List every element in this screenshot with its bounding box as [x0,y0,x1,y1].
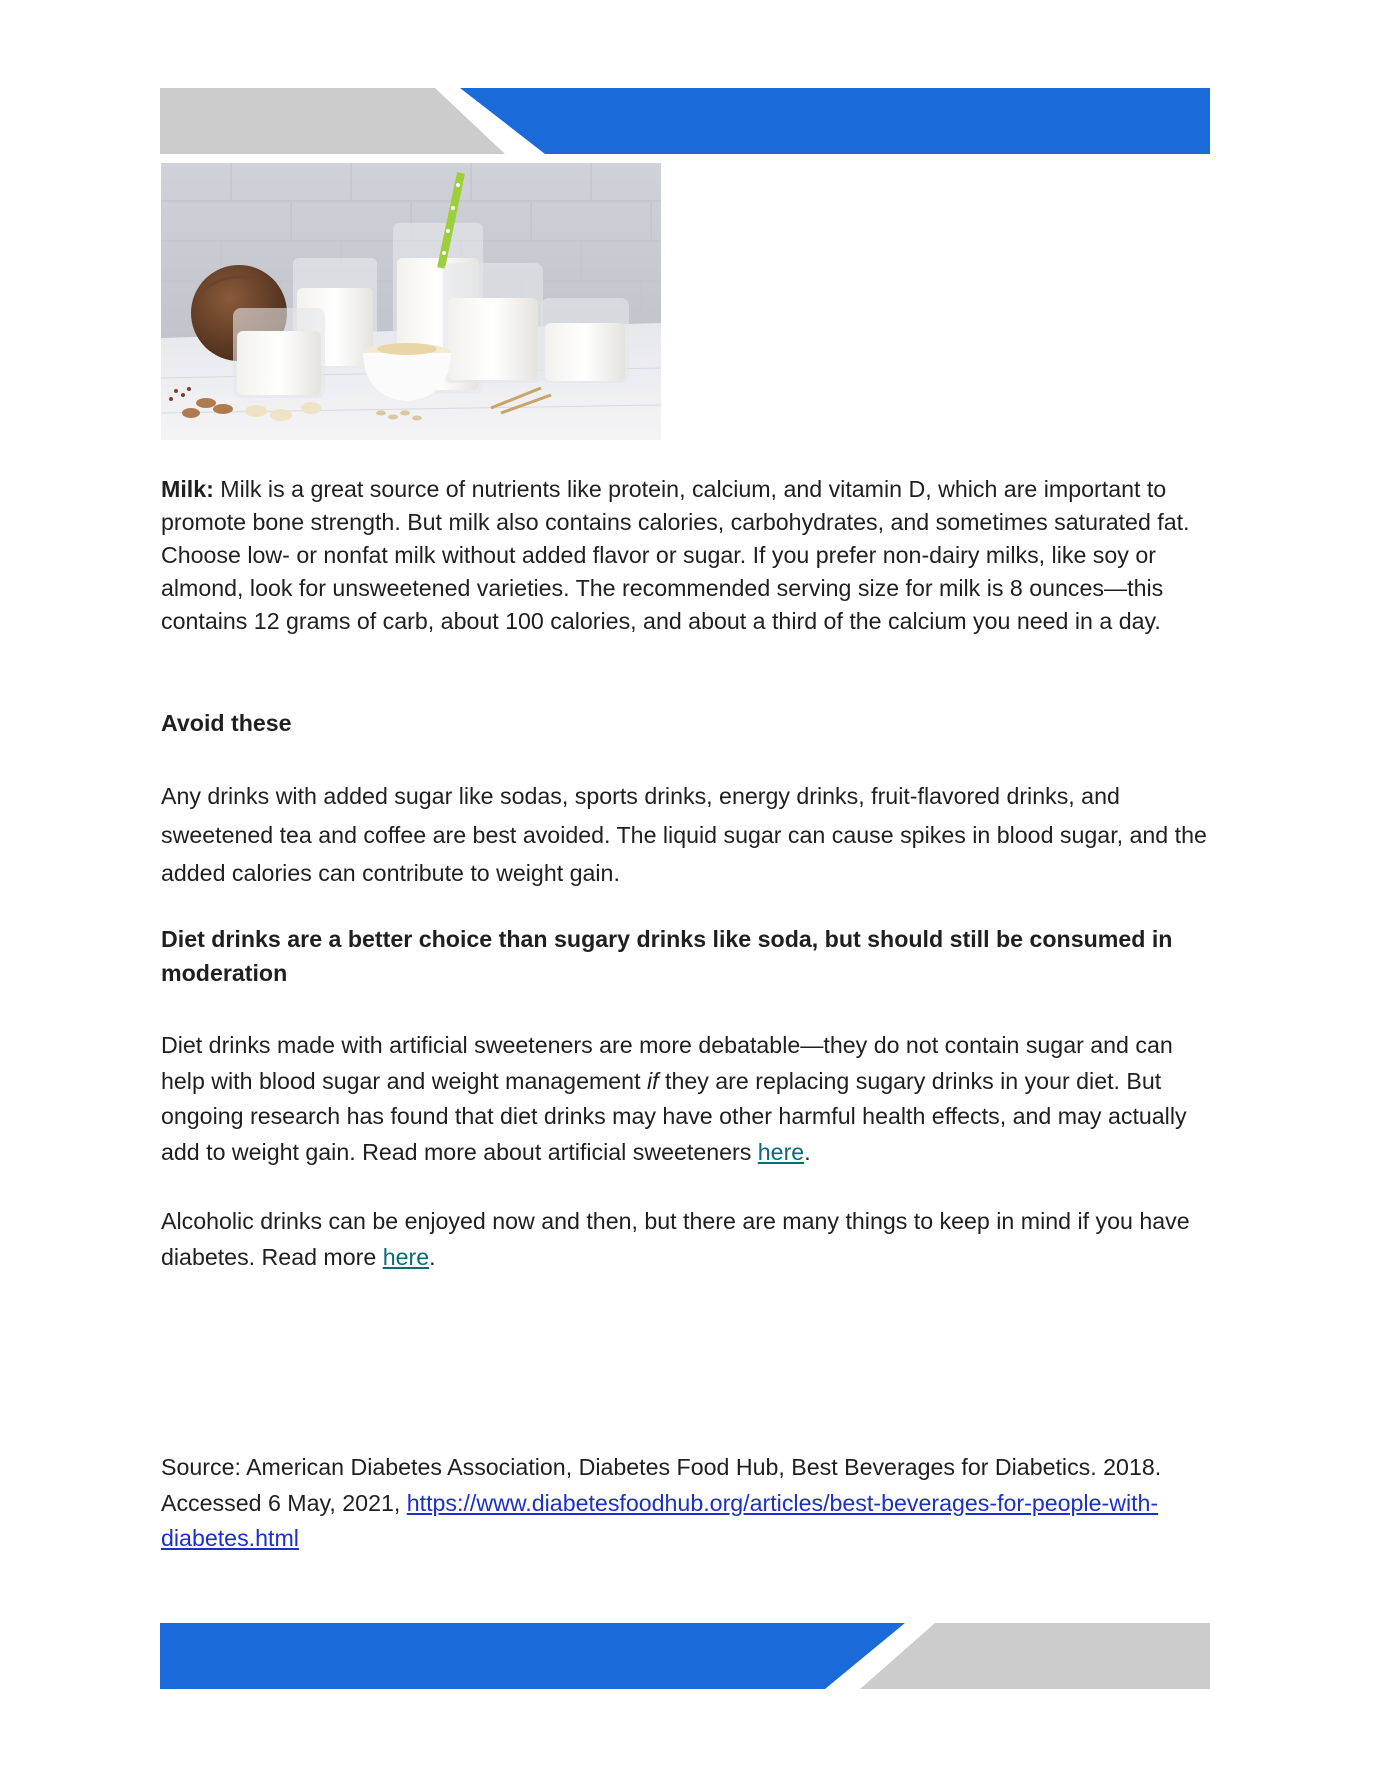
alcohol-text-end: . [429,1243,436,1270]
avoid-heading [161,707,1211,740]
footer-band-blue-segment [160,1623,905,1689]
header-band-gray-segment [160,88,505,154]
alcohol-paragraph [161,1204,1211,1275]
alcohol-read-more-link[interactable]: here [382,1243,430,1270]
milk-glasses-photo [161,163,661,440]
milk-paragraph [161,473,1211,638]
diet-heading [161,922,1211,990]
diet-text-end: . [804,1138,811,1165]
diet-text-after: they are replacing sugary drinks in your diet. But ongoing research has found that diet drinks may have other harmful health effects, and may actually add to weight gain. Read more about artificial sweeteners [161,1067,1187,1165]
source-text: Source: American Diabetes Association, Diabetes Food Hub, Best Beverages for Diabetics. 2018. Accessed 6 May, 2021, [161,1454,1162,1516]
footer-band-gray-segment [860,1623,1210,1689]
milk-text: Milk is a great source of nutrients like protein, calcium, and vitamin D, which are important to promote bone strength. But milk also contains calories, carbohydrates, and sometimes saturated fat. Choose low- or nonfat milk without added flavor or sugar. If you prefer non-dairy milks, like soy or almond, look for unsweetened varieties. The recommended serving size for milk is 8 ounces—this contains 12 grams of carb, about 100 calories, and about a third of the calcium you need in a day. [161,476,1190,634]
diet-text-before: Diet drinks made with artificial sweeteners are more debatable—they do not contain sugar and can help with blood sugar and weight management [161,1032,1173,1094]
diet-text-italic: if [646,1067,659,1094]
diet-paragraph [161,1028,1211,1170]
avoid-heading-text: Avoid these [161,710,292,736]
source-citation [161,1450,1211,1557]
diet-heading-text: Diet drinks are a better choice than sugary drinks like soda, but should still be consumed in moderation [161,926,1173,986]
source-url-link[interactable]: https://www.diabetesfoodhub.org/articles/best-beverages-for-people-with-diabetes.html [161,1489,1159,1551]
header-band [160,88,1210,154]
avoid-paragraph [161,777,1211,893]
artificial-sweeteners-link[interactable]: here [757,1138,805,1165]
footer-band [160,1623,1210,1689]
alcohol-text: Alcoholic drinks can be enjoyed now and then, but there are many things to keep in mind if you have diabetes. Read more [161,1208,1190,1270]
milk-label: Milk: [161,476,214,502]
avoid-text: Any drinks with added sugar like sodas, sports drinks, energy drinks, fruit-flavored drinks, and sweetened tea and coffee are best avoided. The liquid sugar can cause spikes in blood sugar, and the added calories can contribute to weight gain. [161,783,1207,886]
header-band-blue-segment [460,88,1210,154]
